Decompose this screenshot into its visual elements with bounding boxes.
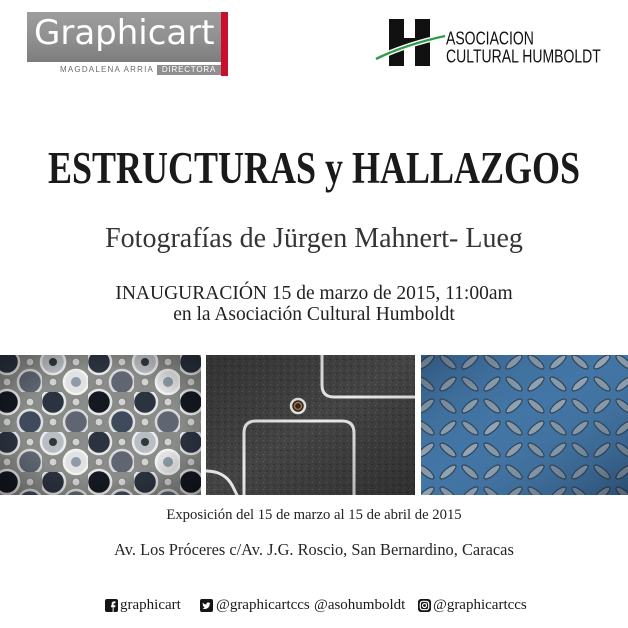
- instagram-icon: [418, 599, 431, 612]
- exhibition-subtitle: Fotografías de Jürgen Mahnert- Lueg: [105, 223, 523, 254]
- twitter-icon: [200, 599, 213, 612]
- exhibition-title: ESTRUCTURAS y HALLAZGOS: [47, 143, 581, 193]
- director-role-badge: DIRECTORA: [157, 65, 221, 75]
- venue-address: Av. Los Próceres c/Av. J.G. Roscio, San Bernardino, Caracas: [114, 540, 514, 559]
- exhibition-dates: Exposición del 15 de marzo al 15 de abril de 2015: [166, 507, 462, 523]
- photo-asphalt-lines: [206, 355, 415, 495]
- opening-venue: en la Asociación Cultural Humboldt: [173, 304, 455, 325]
- humboldt-logo-line1: ASOCIACION: [446, 27, 534, 49]
- facebook-icon: [105, 599, 118, 612]
- photo-blue-diamond-plate: [421, 355, 628, 495]
- photo-circles: [0, 355, 201, 495]
- graphicart-logo: [27, 12, 221, 62]
- twitter-handle-graphicart: @graphicartccs: [216, 597, 310, 613]
- opening-date: INAUGURACIÓN 15 de marzo de 2015, 11:00am: [115, 283, 513, 304]
- director-name: MAGDALENA ARRIA: [60, 65, 155, 74]
- instagram-handle: @graphicartccs: [433, 597, 527, 613]
- graphicart-logo-text: Graphicart: [34, 13, 215, 53]
- facebook-handle: graphicart: [120, 597, 181, 613]
- humboldt-logo-icon: [374, 14, 446, 70]
- humboldt-logo-line2: CULTURAL HUMBOLDT: [446, 45, 601, 67]
- twitter-handle-humboldt: @asohumboldt: [314, 597, 406, 613]
- graphicart-red-bar: [221, 12, 228, 76]
